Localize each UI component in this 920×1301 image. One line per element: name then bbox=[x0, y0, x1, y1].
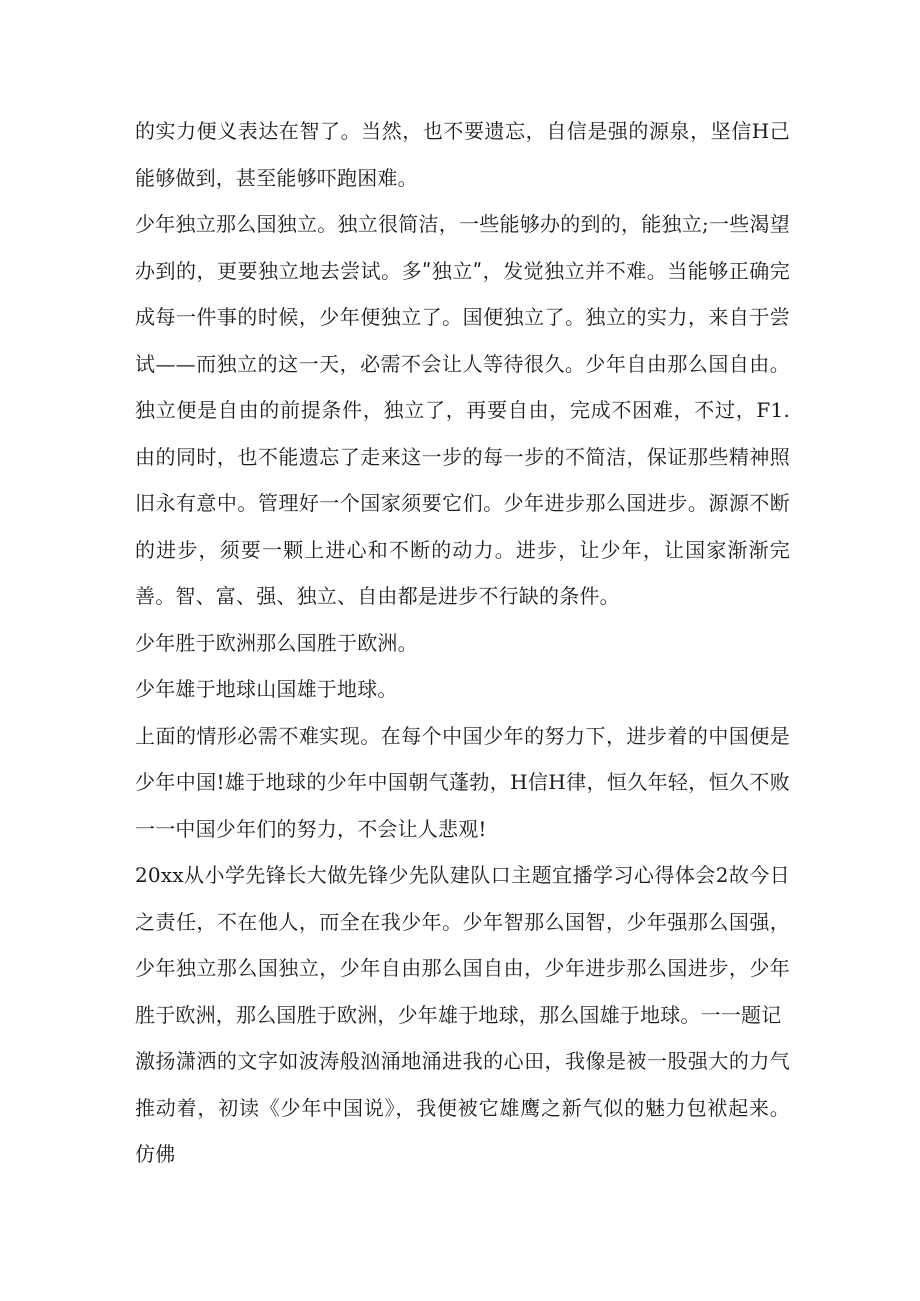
paragraph-5: 上面的情形必需不难实现。在每个中国少年的努力下，进步着的中国便是少年中国!雄于地球的少年中国朝气蓬勃，H信H律，恒久年轻，恒久不败一一中国少年们的努力，不会让人悲观! bbox=[135, 723, 790, 841]
paragraph-4: 少年雄于地球山国雄于地球。 bbox=[135, 677, 398, 701]
paragraph-1: 的实力便义表达在智了。当然，也不要遗忘，自信是强的源泉，坚信H己能够做到，甚至能够吓跑困难。 bbox=[135, 119, 790, 190]
paragraph-7: 激扬潇洒的文字如波涛般汹涌地涌进我的心田，我像是被一股强大的力气推动着，初读《少年中国说》，我便被它雄鹰之新气似的魅力包袱起来。仿佛 bbox=[135, 1049, 790, 1166]
paragraph-2: 少年独立那么国独立。独立很简洁，一些能够办的到的，能独立;一些渴望办到的，更要独立地去尝试。多ʺ独立ʺ，发觉独立并不难。当能够正确完成每一件事的时候，少年便独立了。国便独立了。独立的实力，来自于尝试——而独立的这一天，必需不会让人等待很久。少年自由那么国自由。独立便是自由的前提条件，独立了，再要自由，完成不困难，不过，F1.由的同时，也不能遗忘了走来这一步的每一步的不简洁，保证那些精神照旧永有意中。管理好一个国家须要它们。少年进步那么国进步。源源不断的进步，须要一颗上进心和不断的动力。进步，让少年，让国家渐渐完善。智、富、强、独立、自由都是进步不行缺的条件。 bbox=[135, 212, 790, 608]
paragraph-6: 20xx从小学先锋长大做先锋少先队建队口主题宜播学习心得体会2故今日之责任，不在他人，而全在我少年。少年智那么国智，少年强那么国强，少年独立那么国独立，少年自由那么国自由，少年进步那么国进步，少年胜于欧洲，那么国胜于欧洲，少年雄于地球，那么国雄于地球。一一题记 bbox=[135, 863, 790, 1027]
document-body bbox=[135, 108, 790, 1178]
paragraph-3: 少年胜于欧洲那么国胜于欧洲。 bbox=[135, 630, 418, 655]
